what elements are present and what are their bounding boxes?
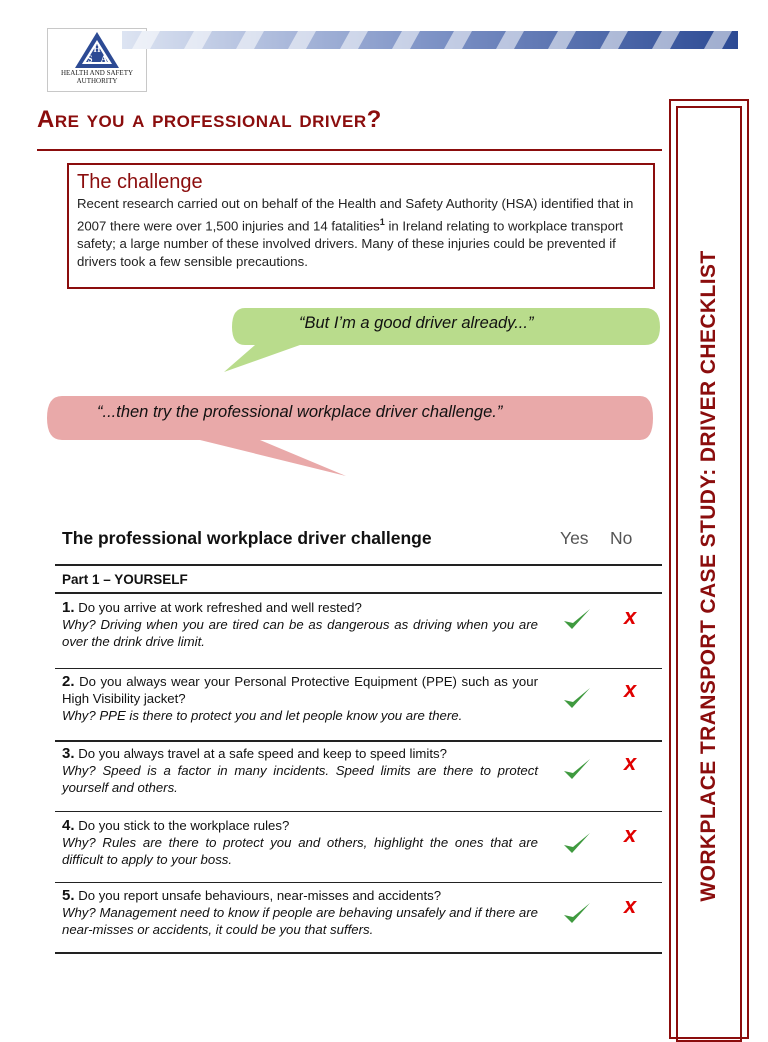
question-number: 4. xyxy=(62,817,75,834)
cross-icon[interactable]: x xyxy=(624,604,637,629)
question-why: Why? Driving when you are tired can be as dangerous as driving when you are over the drink drive limit. xyxy=(62,617,538,649)
cross-icon[interactable]: x xyxy=(624,677,637,702)
footnote-marker: 1 xyxy=(379,217,385,227)
yes-column-label: Yes xyxy=(560,528,589,548)
question-row-2 xyxy=(62,673,538,724)
page-title: Are you a professional driver? xyxy=(37,106,382,133)
question-row-4 xyxy=(62,817,538,868)
check-icon[interactable] xyxy=(562,831,592,857)
logo-letter-h: H xyxy=(93,44,101,54)
logo-text: HEALTH AND SAFETY AUTHORITY xyxy=(60,69,134,85)
cross-icon[interactable]: x xyxy=(624,893,637,918)
question-text: Do you always travel at a safe speed and keep to speed limits? xyxy=(78,746,447,761)
table-rule-part xyxy=(55,592,662,594)
question-number: 1. xyxy=(62,599,75,616)
row-divider xyxy=(55,811,662,812)
challenge-text-1: Recent research carried out on behalf of the Health and Safety Authority (HSA) identified that in 2007 there were over 1,500 injuries and 14 fatalities xyxy=(77,196,634,234)
question-text: Do you stick to the workplace rules? xyxy=(78,818,290,833)
cross-icon[interactable]: x xyxy=(624,822,637,847)
challenge-text-2: in Ireland relating to workplace transport safety; a large number of these involved drivers. Many of these injuries could be prevented if drivers took a few sensible precautions. xyxy=(77,218,624,270)
table-rule-bottom xyxy=(55,952,662,954)
table-heading: The professional workplace driver challenge xyxy=(62,528,432,548)
question-why: Why? Management need to know if people are behaving unsafely and if there are near-misses or accidents, it could be you that suffers. xyxy=(62,905,538,937)
question-number: 5. xyxy=(62,887,75,904)
part-label: Part 1 – YOURSELF xyxy=(62,572,188,587)
table-rule-top xyxy=(55,564,662,566)
question-text: Do you arrive at work refreshed and well rested? xyxy=(78,600,362,615)
question-number: 3. xyxy=(62,745,75,762)
logo-letter-s: S xyxy=(87,54,93,64)
logo-letter-a: A xyxy=(100,54,108,64)
check-icon[interactable] xyxy=(562,607,592,633)
question-why: Why? PPE is there to protect you and let people know you are there. xyxy=(62,708,463,723)
green-quote-text: “But I’m a good driver already...” xyxy=(299,314,534,332)
cross-icon[interactable]: x xyxy=(624,750,637,775)
row-divider xyxy=(55,740,662,742)
row-divider xyxy=(55,882,662,883)
question-text: Do you always wear your Personal Protective Equipment (PPE) such as your High Visibility jacket? xyxy=(62,674,538,706)
check-icon[interactable] xyxy=(562,757,592,783)
question-row-1 xyxy=(62,599,538,650)
question-row-5 xyxy=(62,887,538,938)
check-icon[interactable] xyxy=(562,686,592,712)
question-why: Why? Rules are there to protect you and others, highlight the ones that are difficult to apply to your boss. xyxy=(62,835,538,867)
challenge-heading: The challenge xyxy=(77,171,203,193)
check-icon[interactable] xyxy=(562,901,592,927)
question-number: 2. xyxy=(62,673,75,690)
question-why: Why? Speed is a factor in many incidents. Speed limits are there to protect yourself and others. xyxy=(62,763,538,795)
sidebar-title: WORKPLACE TRANSPORT CASE STUDY: DRIVER CHECKLIST xyxy=(697,250,720,902)
row-divider xyxy=(55,668,662,669)
no-column-label: No xyxy=(610,528,633,548)
question-text: Do you report unsafe behaviours, near-misses and accidents? xyxy=(78,888,442,903)
pink-quote-text: “...then try the professional workplace driver challenge.” xyxy=(97,403,503,421)
question-row-3 xyxy=(62,745,538,796)
